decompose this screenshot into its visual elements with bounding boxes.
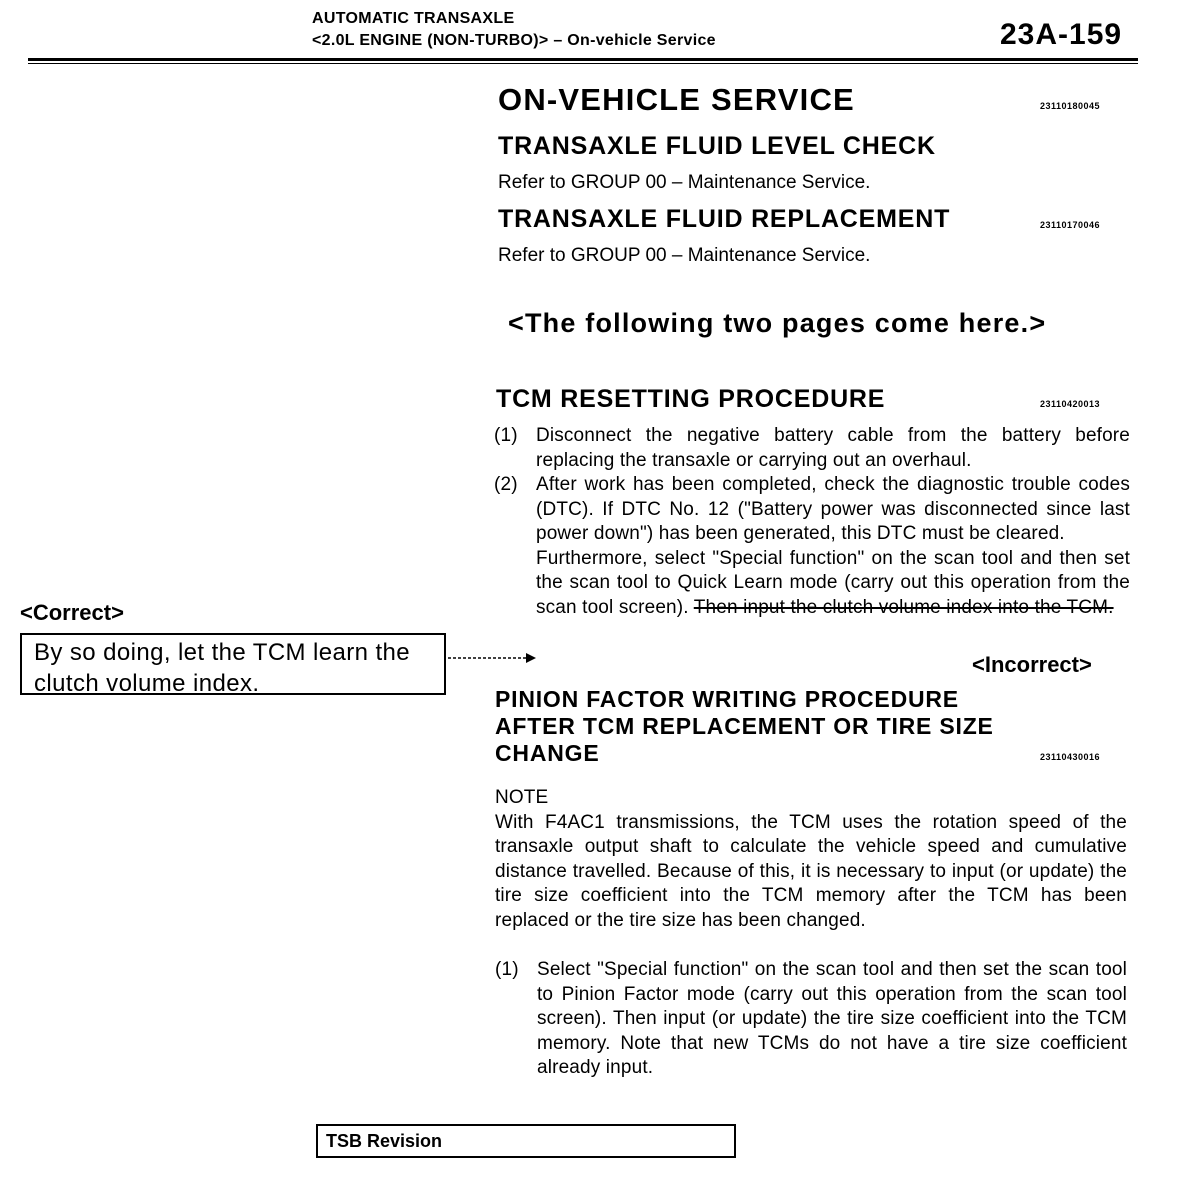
callout-arrow: [446, 650, 536, 666]
step-text: Select "Special function" on the scan tool and then set the scan tool to Pinion Factor mode (carry out this operation from the scan tool screen). Then input (or update) the tire size coefficient into the TCM memory. Note that new TCMs do not have a tire size coefficient already input.: [537, 959, 1127, 1078]
fluid-replacement-text: Refer to GROUP 00 – Maintenance Service.: [498, 245, 871, 266]
arrow-head: [526, 653, 536, 663]
step-text-block: [536, 473, 1130, 620]
pinion-title-line: AFTER TCM REPLACEMENT OR TIRE SIZE: [495, 713, 994, 739]
header-subsection: <2.0L ENGINE (NON-TURBO)> – On-vehicle Service: [312, 32, 716, 49]
pinion-title-line: PINION FACTOR WRITING PROCEDURE: [495, 686, 959, 712]
list-item: [494, 424, 1130, 473]
struck-text: Then input the clutch volume index into the TCM.: [693, 596, 1114, 618]
pinion-note: [495, 786, 1127, 933]
correct-label: <Correct>: [20, 600, 124, 625]
section-code: 23110180045: [1040, 101, 1101, 111]
note-text: With F4AC1 transmissions, the TCM uses the rotation speed of the transaxle output shaft to calculate the vehicle speed and cumulative distance travelled. Because of this, it is necessary to input (or update) the tire size coefficient into the TCM memory after the TCM has been replaced or the tire size has been changed.: [495, 811, 1127, 931]
correct-text-box: [20, 633, 446, 695]
correct-text: By so doing, let the TCM learn the clutch volume index.: [34, 639, 411, 697]
tcm-reset-title: TCM RESETTING PROCEDURE: [496, 385, 886, 413]
step-text: After work has been completed, check the diagnostic trouble codes (DTC). If DTC No. 12 ("Battery power was disconnected since last power down") has been generated, this DTC must be cleared.: [536, 474, 1130, 544]
fluid-level-title: TRANSAXLE FLUID LEVEL CHECK: [498, 132, 936, 160]
fluid-replacement-code: 23110170046: [1040, 220, 1101, 230]
tcm-reset-steps: [494, 424, 1130, 620]
fluid-replacement-title: TRANSAXLE FLUID REPLACEMENT: [498, 205, 951, 233]
step-text: Disconnect the negative battery cable from the battery before replacing the transaxle or carrying out an overhaul.: [536, 425, 1130, 471]
pinion-title: [495, 686, 994, 767]
header-section-title: AUTOMATIC TRANSAXLE: [312, 10, 515, 27]
step-text-continued: Furthermore, select "Special function" on the scan tool and then set the scan tool to Quick Learn mode (carry out this operation from the scan tool screen).: [536, 547, 1130, 618]
fluid-level-text: Refer to GROUP 00 – Maintenance Service.: [498, 172, 871, 193]
pinion-steps: [495, 958, 1127, 1081]
pinion-title-line: CHANGE: [495, 740, 600, 766]
note-label: NOTE: [495, 787, 549, 808]
section-title: ON-VEHICLE SERVICE: [498, 82, 855, 117]
list-item: [495, 958, 1127, 1081]
step-number: (1): [495, 959, 519, 980]
tsb-revision-box: [316, 1124, 736, 1158]
step-number: (2): [494, 474, 518, 495]
pinion-code: 23110430016: [1040, 752, 1101, 762]
step-number: (1): [494, 425, 518, 446]
list-item: [494, 473, 1130, 620]
incorrect-label: <Incorrect>: [972, 652, 1092, 677]
page-number: 23A-159: [1000, 18, 1123, 51]
tcm-reset-code: 23110420013: [1040, 399, 1101, 409]
header-rule: [28, 58, 1138, 61]
insert-note: <The following two pages come here.>: [508, 308, 1047, 338]
header-rule-thin: [28, 63, 1138, 64]
tsb-revision-label: TSB Revision: [326, 1131, 443, 1151]
